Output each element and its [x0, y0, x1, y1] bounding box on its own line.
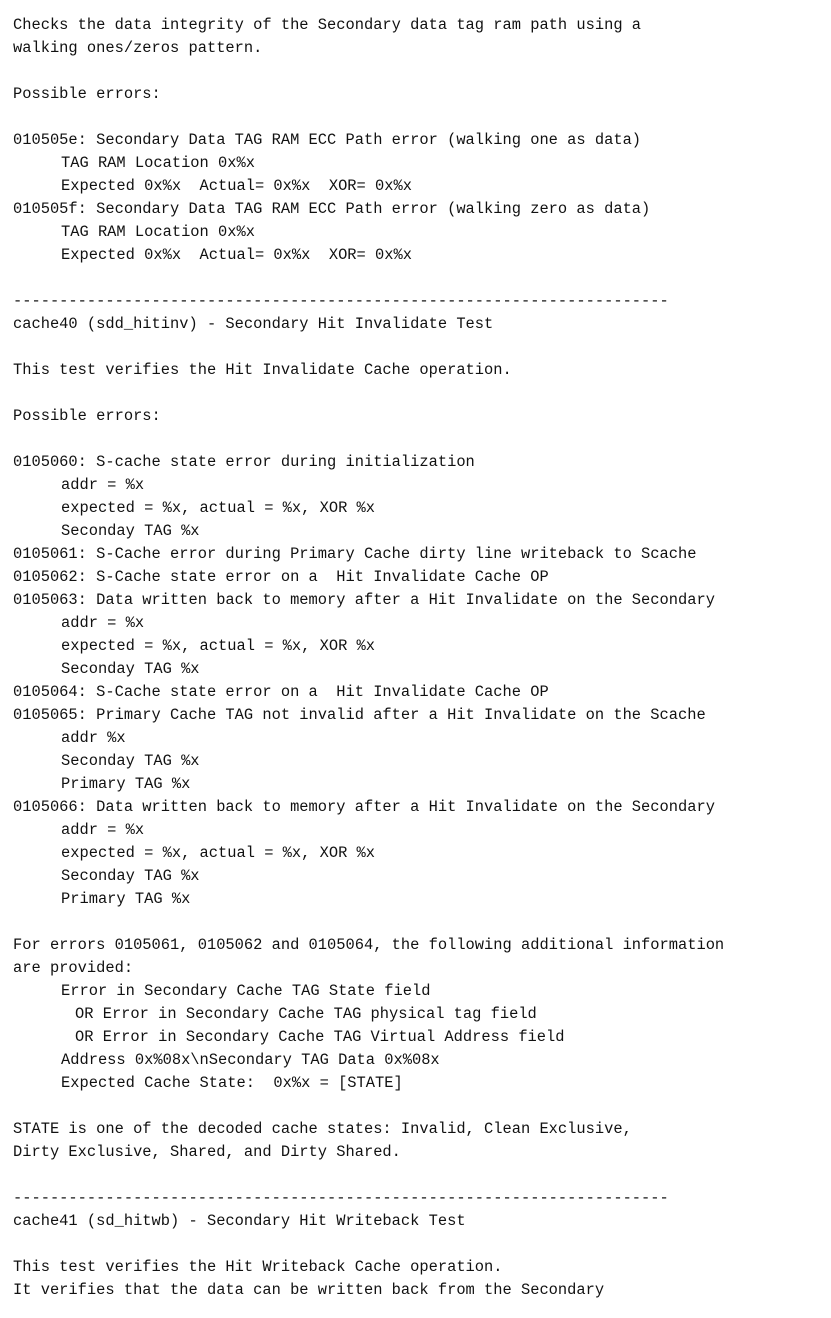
cache40-state-note [13, 1118, 825, 1164]
intro-error-list [13, 129, 825, 267]
error-code-line: 010505f: Secondary Data TAG RAM ECC Path error (walking zero as data) [13, 200, 651, 218]
error-detail: Seconday TAG %x [61, 522, 200, 540]
additional-detail: Address 0x%08x\nSecondary TAG Data 0x%08x [61, 1051, 440, 1069]
error-detail: Seconday TAG %x [61, 752, 200, 770]
cache41-title: cache41 (sd_hitwb) - Secondary Hit Writeback Test [13, 1212, 466, 1230]
error-detail: addr %x [61, 729, 126, 747]
error-code-line: 0105060: S-cache state error during initialization [13, 453, 475, 471]
document-page [13, 14, 825, 1302]
additional-detail: OR Error in Secondary Cache TAG physical tag field [75, 1005, 537, 1023]
error-detail: expected = %x, actual = %x, XOR %x [61, 637, 376, 655]
state-note-line: Dirty Exclusive, Shared, and Dirty Shared. [13, 1143, 401, 1161]
intro-errors-heading: Possible errors: [13, 85, 161, 103]
error-code-line: 0105064: S-Cache state error on a Hit Invalidate Cache OP [13, 683, 549, 701]
error-detail: Primary TAG %x [61, 890, 191, 908]
additional-detail: Expected Cache State: 0x%x = [STATE] [61, 1074, 403, 1092]
section-separator: ----------------------------------------------------------------------- [13, 292, 669, 310]
error-entry [13, 198, 825, 267]
error-code-line: 010505e: Secondary Data TAG RAM ECC Path error (walking one as data) [13, 131, 642, 149]
error-detail: TAG RAM Location 0x%x [61, 154, 255, 172]
error-entry [13, 681, 825, 704]
cache40-error-list [13, 451, 825, 911]
error-detail: addr = %x [61, 476, 145, 494]
section-separator: ----------------------------------------------------------------------- [13, 1189, 669, 1207]
cache40-description: This test verifies the Hit Invalidate Cache operation. [13, 361, 512, 379]
error-code-line: 0105066: Data written back to memory after a Hit Invalidate on the Secondary [13, 798, 715, 816]
error-entry [13, 451, 825, 543]
state-note-line: STATE is one of the decoded cache states: Invalid, Clean Exclusive, [13, 1120, 632, 1138]
additional-info-line: are provided: [13, 959, 134, 977]
intro-description-line: walking ones/zeros pattern. [13, 39, 263, 57]
error-entry [13, 129, 825, 198]
error-detail: Primary TAG %x [61, 775, 191, 793]
cache40-additional-info [13, 934, 825, 1095]
additional-info-line: For errors 0105061, 0105062 and 0105064, the following additional information [13, 936, 725, 954]
error-detail: addr = %x [61, 821, 145, 839]
error-detail: addr = %x [61, 614, 145, 632]
error-entry [13, 543, 825, 566]
intro-description [13, 14, 825, 60]
intro-description-line: Checks the data integrity of the Secondary data tag ram path using a [13, 16, 642, 34]
error-detail: Expected 0x%x Actual= 0x%x XOR= 0x%x [61, 177, 412, 195]
error-code-line: 0105063: Data written back to memory after a Hit Invalidate on the Secondary [13, 591, 715, 609]
error-code-line: 0105062: S-Cache state error on a Hit Invalidate Cache OP [13, 568, 549, 586]
error-entry [13, 796, 825, 911]
cache41-description-line: This test verifies the Hit Writeback Cache operation. [13, 1258, 503, 1276]
error-entry [13, 589, 825, 681]
error-detail: TAG RAM Location 0x%x [61, 223, 255, 241]
error-detail: Expected 0x%x Actual= 0x%x XOR= 0x%x [61, 246, 412, 264]
error-detail: expected = %x, actual = %x, XOR %x [61, 499, 376, 517]
additional-detail: Error in Secondary Cache TAG State field [61, 982, 431, 1000]
error-detail: expected = %x, actual = %x, XOR %x [61, 844, 376, 862]
additional-detail: OR Error in Secondary Cache TAG Virtual Address field [75, 1028, 565, 1046]
cache40-errors-heading: Possible errors: [13, 407, 161, 425]
error-code-line: 0105065: Primary Cache TAG not invalid after a Hit Invalidate on the Scache [13, 706, 706, 724]
error-entry [13, 704, 825, 796]
cache40-title: cache40 (sdd_hitinv) - Secondary Hit Invalidate Test [13, 315, 494, 333]
cache41-description [13, 1256, 825, 1302]
error-detail: Seconday TAG %x [61, 660, 200, 678]
error-entry [13, 566, 825, 589]
error-detail: Seconday TAG %x [61, 867, 200, 885]
cache41-description-line: It verifies that the data can be written back from the Secondary [13, 1281, 605, 1299]
error-code-line: 0105061: S-Cache error during Primary Cache dirty line writeback to Scache [13, 545, 697, 563]
